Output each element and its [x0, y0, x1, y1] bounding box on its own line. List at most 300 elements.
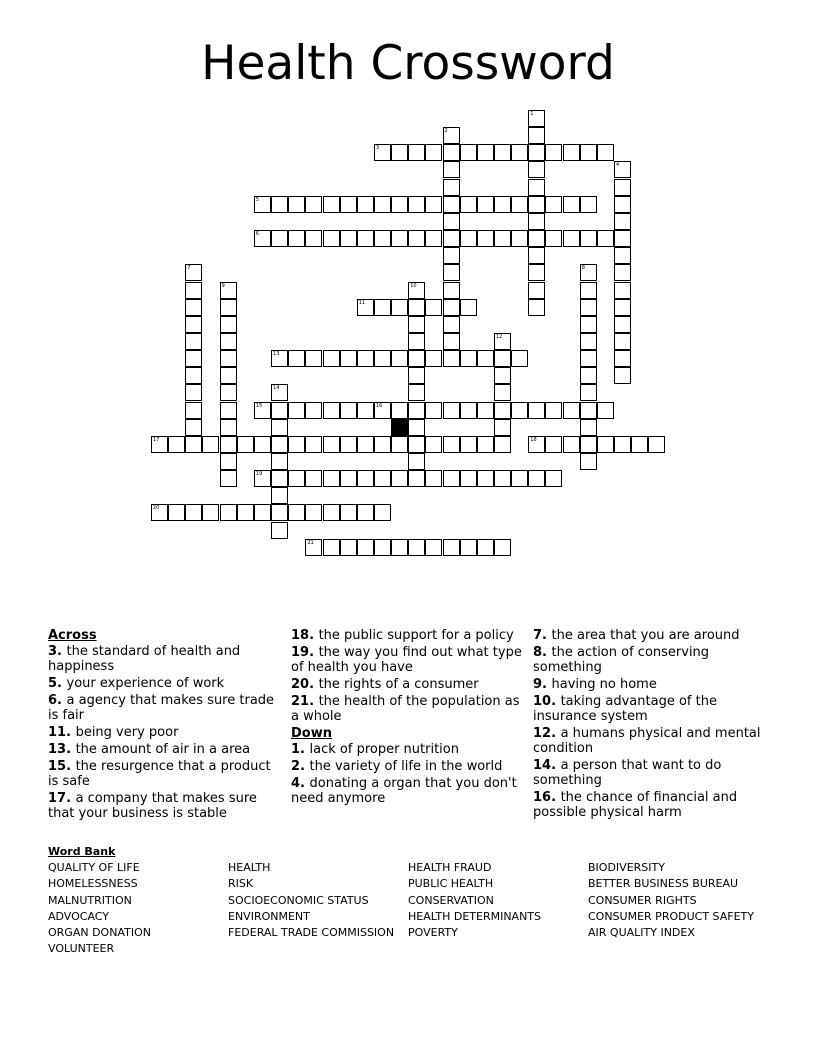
grid-cell[interactable]	[580, 282, 597, 299]
grid-cell[interactable]	[220, 453, 237, 470]
clue-text: being very poor	[75, 725, 179, 740]
grid-cell[interactable]	[528, 161, 545, 178]
grid-cell[interactable]	[408, 299, 425, 316]
grid-cell[interactable]	[408, 230, 425, 247]
grid-cell[interactable]	[460, 539, 477, 556]
grid-cell[interactable]	[528, 299, 545, 316]
grid-cell[interactable]	[408, 316, 425, 333]
grid-cell[interactable]	[323, 436, 340, 453]
grid-cell[interactable]	[597, 402, 614, 419]
grid-cell[interactable]	[563, 144, 580, 161]
clue-text: the action of conserving something	[533, 645, 710, 675]
grid-cell[interactable]	[220, 333, 237, 350]
grid-cell[interactable]	[288, 350, 305, 367]
clue-number-label: 3.	[48, 644, 67, 659]
grid-cell[interactable]	[494, 470, 511, 487]
grid-cell[interactable]	[185, 299, 202, 316]
grid-cell[interactable]	[528, 402, 545, 419]
grid-cell[interactable]	[580, 299, 597, 316]
grid-cell[interactable]	[477, 196, 494, 213]
grid-cell[interactable]	[443, 316, 460, 333]
grid-cell[interactable]	[528, 230, 545, 247]
grid-cell[interactable]	[545, 436, 562, 453]
grid-cell[interactable]	[460, 299, 477, 316]
clue-text: lack of proper nutrition	[309, 742, 459, 757]
grid-cell[interactable]	[494, 144, 511, 161]
grid-cell[interactable]	[323, 539, 340, 556]
grid-cell[interactable]	[443, 144, 460, 161]
grid-cell[interactable]	[220, 384, 237, 401]
grid-cell[interactable]	[220, 350, 237, 367]
grid-cell[interactable]	[408, 470, 425, 487]
clue-number-label: 10.	[533, 694, 561, 709]
clue	[48, 644, 280, 674]
grid-cell[interactable]	[288, 504, 305, 521]
grid-cell[interactable]	[477, 230, 494, 247]
grid-cell[interactable]	[185, 504, 202, 521]
grid-cell[interactable]	[528, 110, 545, 127]
grid-cell[interactable]	[597, 230, 614, 247]
clue-number: 6	[255, 231, 260, 238]
grid-cell[interactable]	[340, 230, 357, 247]
clue-number-label: 13.	[48, 742, 76, 757]
grid-cell[interactable]	[340, 350, 357, 367]
grid-cell[interactable]	[460, 402, 477, 419]
grid-cell[interactable]	[460, 144, 477, 161]
grid-cell[interactable]	[220, 436, 237, 453]
clue	[533, 726, 773, 756]
grid-cell[interactable]	[425, 539, 442, 556]
grid-cell[interactable]	[408, 453, 425, 470]
grid-cell[interactable]	[460, 196, 477, 213]
grid-cell[interactable]	[151, 504, 168, 521]
grid-cell[interactable]	[271, 384, 288, 401]
grid-cell[interactable]	[391, 144, 408, 161]
grid-cell[interactable]	[271, 402, 288, 419]
grid-cell[interactable]	[443, 161, 460, 178]
grid-cell[interactable]	[511, 402, 528, 419]
grid-cell[interactable]	[425, 470, 442, 487]
grid-cell[interactable]	[545, 196, 562, 213]
grid-cell[interactable]	[323, 350, 340, 367]
grid-cell[interactable]	[528, 127, 545, 144]
grid-cell[interactable]	[494, 350, 511, 367]
grid-cell[interactable]	[185, 367, 202, 384]
clue-number: 10	[410, 282, 417, 289]
clue-column-1	[48, 628, 280, 823]
grid-cell[interactable]	[391, 470, 408, 487]
grid-cell[interactable]	[408, 436, 425, 453]
grid-cell[interactable]	[357, 299, 374, 316]
grid-cell[interactable]	[614, 264, 631, 281]
grid-cell[interactable]	[477, 144, 494, 161]
word-bank-column-1	[48, 860, 151, 958]
word-bank-item: POVERTY	[408, 926, 458, 940]
grid-cell[interactable]	[580, 230, 597, 247]
grid-cell[interactable]	[614, 350, 631, 367]
grid-cell[interactable]	[443, 247, 460, 264]
grid-cell[interactable]	[288, 402, 305, 419]
grid-cell[interactable]	[494, 384, 511, 401]
grid-cell[interactable]	[511, 144, 528, 161]
grid-cell[interactable]	[528, 196, 545, 213]
grid-cell[interactable]	[374, 470, 391, 487]
grid-cell[interactable]	[477, 402, 494, 419]
grid-cell[interactable]	[443, 539, 460, 556]
grid-cell[interactable]	[408, 384, 425, 401]
clue	[291, 645, 523, 675]
grid-cell[interactable]	[168, 504, 185, 521]
grid-cell[interactable]	[580, 333, 597, 350]
grid-cell[interactable]	[443, 402, 460, 419]
grid-cell[interactable]	[391, 196, 408, 213]
grid-cell[interactable]	[340, 436, 357, 453]
clue-number: 16	[375, 402, 383, 409]
grid-cell[interactable]	[631, 436, 648, 453]
word-bank-item: CONSERVATION	[408, 893, 494, 907]
grid-cell[interactable]	[271, 436, 288, 453]
grid-cell[interactable]	[511, 196, 528, 213]
grid-cell[interactable]	[305, 196, 322, 213]
grid-cell[interactable]	[220, 367, 237, 384]
grid-cell[interactable]	[374, 350, 391, 367]
grid-cell[interactable]	[443, 350, 460, 367]
grid-cell[interactable]	[271, 419, 288, 436]
word-bank-column-3	[408, 860, 541, 941]
grid-cell[interactable]	[425, 299, 442, 316]
grid-cell[interactable]	[425, 230, 442, 247]
grid-cell[interactable]	[563, 196, 580, 213]
grid-cell[interactable]	[580, 367, 597, 384]
grid-cell[interactable]	[305, 350, 322, 367]
grid-cell[interactable]	[614, 436, 631, 453]
grid-cell[interactable]	[443, 179, 460, 196]
grid-cell[interactable]	[202, 504, 219, 521]
grid-cell[interactable]	[340, 402, 357, 419]
grid-cell[interactable]	[528, 436, 545, 453]
grid-cell[interactable]	[460, 230, 477, 247]
grid-cell[interactable]	[323, 196, 340, 213]
grid-cell[interactable]	[511, 230, 528, 247]
grid-cell[interactable]	[323, 470, 340, 487]
grid-cell[interactable]	[305, 504, 322, 521]
grid-cell[interactable]	[408, 144, 425, 161]
clue-number-label: 16.	[533, 790, 561, 805]
grid-cell[interactable]	[563, 230, 580, 247]
grid-cell[interactable]	[545, 144, 562, 161]
grid-cell[interactable]	[443, 127, 460, 144]
clue-text: taking advantage of the insurance system	[533, 694, 717, 724]
grid-cell[interactable]	[614, 299, 631, 316]
puzzle-title: Health Crossword	[201, 36, 615, 91]
grid-cell[interactable]	[391, 436, 408, 453]
grid-cell[interactable]	[391, 402, 408, 419]
grid-cell[interactable]	[374, 230, 391, 247]
grid-cell[interactable]	[305, 470, 322, 487]
grid-cell[interactable]	[443, 470, 460, 487]
grid-cell[interactable]	[220, 282, 237, 299]
grid-cell[interactable]	[545, 230, 562, 247]
clue-number: 4	[616, 162, 620, 169]
grid-cell[interactable]	[528, 247, 545, 264]
grid-cell[interactable]	[580, 144, 597, 161]
grid-cell[interactable]	[528, 470, 545, 487]
grid-cell[interactable]	[271, 196, 288, 213]
grid-cell[interactable]	[185, 282, 202, 299]
grid-cell[interactable]	[357, 402, 374, 419]
grid-cell[interactable]	[460, 470, 477, 487]
grid-cell[interactable]	[580, 419, 597, 436]
grid-cell[interactable]	[545, 470, 562, 487]
grid-cell[interactable]	[494, 333, 511, 350]
grid-cell[interactable]	[563, 436, 580, 453]
grid-cell[interactable]	[340, 196, 357, 213]
clue-number-label: 9.	[533, 677, 552, 692]
grid-cell[interactable]	[408, 419, 425, 436]
grid-cell[interactable]	[580, 196, 597, 213]
grid-cell[interactable]	[425, 350, 442, 367]
grid-cell[interactable]	[563, 402, 580, 419]
grid-cell[interactable]	[340, 504, 357, 521]
clue	[291, 759, 523, 774]
grid-cell[interactable]	[357, 436, 374, 453]
grid-cell[interactable]	[391, 299, 408, 316]
grid-cell[interactable]	[271, 470, 288, 487]
grid-cell[interactable]	[288, 230, 305, 247]
grid-cell[interactable]	[357, 230, 374, 247]
clue-number-label: 20.	[291, 677, 319, 692]
grid-cell[interactable]	[528, 213, 545, 230]
clue	[291, 776, 523, 806]
grid-cell[interactable]	[408, 196, 425, 213]
grid-cell[interactable]	[614, 282, 631, 299]
grid-cell[interactable]	[271, 487, 288, 504]
grid-cell[interactable]	[357, 350, 374, 367]
grid-cell[interactable]	[443, 333, 460, 350]
clue-column-3	[533, 628, 773, 822]
grid-cell[interactable]	[443, 264, 460, 281]
clue	[291, 628, 523, 643]
grid-cell[interactable]	[408, 350, 425, 367]
grid-cell[interactable]	[220, 316, 237, 333]
grid-cell[interactable]	[323, 402, 340, 419]
grid-cell[interactable]	[580, 436, 597, 453]
grid-cell[interactable]	[271, 350, 288, 367]
word-bank-column-2	[228, 860, 394, 941]
word-bank-item: VOLUNTEER	[48, 942, 115, 956]
grid-cell[interactable]	[220, 419, 237, 436]
grid-cell[interactable]	[374, 436, 391, 453]
grid-cell[interactable]	[271, 504, 288, 521]
grid-cell[interactable]	[408, 539, 425, 556]
grid-cell[interactable]	[614, 213, 631, 230]
grid-cell[interactable]	[425, 144, 442, 161]
grid-cell[interactable]	[408, 333, 425, 350]
grid-cell[interactable]	[254, 470, 271, 487]
grid-cell[interactable]	[357, 504, 374, 521]
grid-cell[interactable]	[648, 436, 665, 453]
grid-cell[interactable]	[580, 316, 597, 333]
grid-cell[interactable]	[614, 196, 631, 213]
grid-cell[interactable]	[597, 144, 614, 161]
grid-cell[interactable]	[614, 333, 631, 350]
clue	[48, 676, 280, 691]
grid-cell[interactable]	[460, 350, 477, 367]
word-bank-item: HEALTH	[228, 861, 271, 874]
grid-cell[interactable]	[408, 282, 425, 299]
grid-cell[interactable]	[425, 196, 442, 213]
grid-cell[interactable]	[443, 299, 460, 316]
grid-cell[interactable]	[391, 350, 408, 367]
grid-cell[interactable]	[254, 196, 271, 213]
clue-number: 21	[307, 539, 314, 546]
grid-cell[interactable]	[254, 504, 271, 521]
grid-cell[interactable]	[528, 264, 545, 281]
grid-cell[interactable]	[443, 230, 460, 247]
across-header: Across	[48, 628, 97, 643]
clue-number-label: 2.	[291, 759, 310, 774]
word-bank-item: CONSUMER RIGHTS	[588, 893, 697, 907]
grid-cell[interactable]	[477, 436, 494, 453]
grid-cell[interactable]	[288, 470, 305, 487]
grid-cell[interactable]	[374, 196, 391, 213]
grid-cell[interactable]	[305, 539, 322, 556]
clue-text: the area that you are around	[551, 628, 740, 643]
clue-text: the rights of a consumer	[318, 677, 479, 692]
word-bank-title: Word Bank	[48, 845, 116, 858]
grid-cell[interactable]	[494, 419, 511, 436]
grid-cell[interactable]	[614, 367, 631, 384]
grid-cell[interactable]	[254, 402, 271, 419]
word-bank-item: ADVOCACY	[48, 909, 110, 923]
grid-cell[interactable]	[460, 436, 477, 453]
grid-cell[interactable]	[614, 179, 631, 196]
grid-cell[interactable]	[254, 230, 271, 247]
grid-cell[interactable]	[254, 436, 271, 453]
grid-cell[interactable]	[220, 504, 237, 521]
grid-cell[interactable]	[185, 333, 202, 350]
grid-cell[interactable]	[477, 470, 494, 487]
grid-cell[interactable]	[185, 350, 202, 367]
grid-cell[interactable]	[271, 522, 288, 539]
grid-cell[interactable]	[271, 230, 288, 247]
grid-cell[interactable]	[511, 470, 528, 487]
grid-cell[interactable]	[408, 367, 425, 384]
grid-cell[interactable]	[185, 436, 202, 453]
clue-number: 17	[153, 436, 160, 443]
grid-cell[interactable]	[443, 196, 460, 213]
clue	[533, 790, 773, 820]
grid-cell[interactable]	[477, 539, 494, 556]
grid-cell[interactable]	[408, 402, 425, 419]
grid-cell[interactable]	[374, 504, 391, 521]
grid-cell[interactable]	[580, 384, 597, 401]
grid-cell[interactable]	[323, 230, 340, 247]
clue-number: 5	[255, 196, 260, 203]
grid-cell[interactable]	[374, 539, 391, 556]
grid-cell[interactable]	[528, 282, 545, 299]
clue-number: 8	[581, 265, 585, 272]
grid-cell[interactable]	[494, 402, 511, 419]
clue-text: a company that makes sure that your business is stable	[48, 791, 257, 821]
grid-cell[interactable]	[340, 470, 357, 487]
grid-cell[interactable]	[443, 282, 460, 299]
grid-cell[interactable]	[528, 179, 545, 196]
grid-cell[interactable]	[185, 316, 202, 333]
grid-cell[interactable]	[580, 350, 597, 367]
clue-text: the public support for a policy	[318, 628, 514, 643]
grid-cell[interactable]	[168, 436, 185, 453]
grid-cell[interactable]	[185, 384, 202, 401]
clue	[48, 742, 280, 757]
grid-cell[interactable]	[357, 539, 374, 556]
grid-cell[interactable]	[511, 350, 528, 367]
grid-cell[interactable]	[391, 539, 408, 556]
grid-cell[interactable]	[374, 144, 391, 161]
grid-cell[interactable]	[580, 453, 597, 470]
grid-cell[interactable]	[237, 504, 254, 521]
grid-cell[interactable]	[374, 299, 391, 316]
grid-cell[interactable]	[614, 161, 631, 178]
grid-cell[interactable]	[185, 419, 202, 436]
grid-cell[interactable]	[494, 367, 511, 384]
grid-cell[interactable]	[614, 247, 631, 264]
grid-cell[interactable]	[425, 436, 442, 453]
grid-cell[interactable]	[528, 144, 545, 161]
grid-cell[interactable]	[340, 539, 357, 556]
grid-cell[interactable]	[580, 402, 597, 419]
grid-cell[interactable]	[357, 196, 374, 213]
grid-cell[interactable]	[288, 436, 305, 453]
grid-cell[interactable]	[305, 402, 322, 419]
grid-cell[interactable]	[545, 402, 562, 419]
grid-cell[interactable]	[185, 264, 202, 281]
grid-cell[interactable]	[494, 196, 511, 213]
grid-cell[interactable]	[288, 196, 305, 213]
grid-cell[interactable]	[425, 402, 442, 419]
grid-cell[interactable]	[237, 436, 254, 453]
grid-cell[interactable]	[185, 402, 202, 419]
grid-cell[interactable]	[220, 470, 237, 487]
grid-cell[interactable]	[494, 539, 511, 556]
grid-cell[interactable]	[374, 402, 391, 419]
grid-cell[interactable]	[202, 436, 219, 453]
clue-number-label: 1.	[291, 742, 310, 757]
clue-number-label: 18.	[291, 628, 319, 643]
clue-number: 20	[153, 505, 160, 512]
grid-cell[interactable]	[323, 504, 340, 521]
word-bank-item: AIR QUALITY INDEX	[588, 926, 695, 940]
grid-cell[interactable]	[220, 402, 237, 419]
grid-cell[interactable]	[494, 436, 511, 453]
clue-number-label: 15.	[48, 759, 76, 774]
grid-cell[interactable]	[391, 230, 408, 247]
grid-cell[interactable]	[443, 213, 460, 230]
grid-cell[interactable]	[477, 350, 494, 367]
grid-cell[interactable]	[220, 299, 237, 316]
grid-cell[interactable]	[443, 436, 460, 453]
grid-cell[interactable]	[580, 264, 597, 281]
grid-cell[interactable]	[614, 230, 631, 247]
grid-cell[interactable]	[357, 470, 374, 487]
grid-cell[interactable]	[151, 436, 168, 453]
grid-cell[interactable]	[305, 436, 322, 453]
grid-cell[interactable]	[305, 230, 322, 247]
grid-cell[interactable]	[597, 436, 614, 453]
grid-cell[interactable]	[614, 316, 631, 333]
grid-cell[interactable]	[271, 453, 288, 470]
grid-cell[interactable]	[494, 230, 511, 247]
